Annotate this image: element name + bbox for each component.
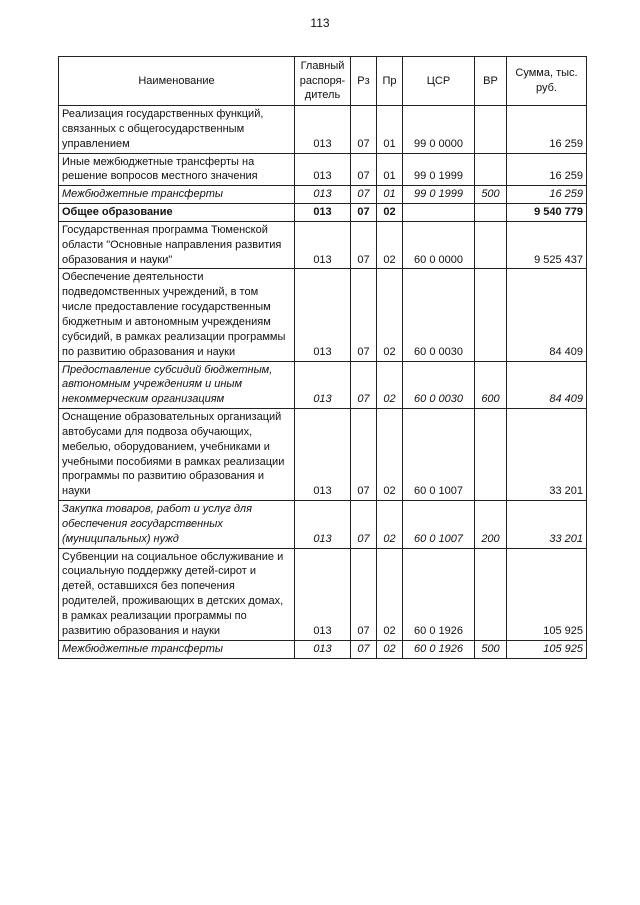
cell-rz: 07 xyxy=(351,501,377,549)
cell-name: Закупка товаров, работ и услуг для обеспечения государственных (муниципальных) нужд xyxy=(59,501,295,549)
cell-manager: 013 xyxy=(295,501,351,549)
cell-csr: 60 0 1926 xyxy=(403,640,475,658)
cell-pr: 02 xyxy=(377,361,403,409)
cell-sum: 9 525 437 xyxy=(507,221,587,269)
header-vr: ВР xyxy=(475,57,507,106)
cell-csr xyxy=(403,204,475,222)
cell-sum: 16 259 xyxy=(507,106,587,154)
cell-manager: 013 xyxy=(295,186,351,204)
cell-manager: 013 xyxy=(295,269,351,361)
cell-pr: 02 xyxy=(377,269,403,361)
cell-rz: 07 xyxy=(351,186,377,204)
cell-vr xyxy=(475,153,507,186)
cell-name: Предоставление субсидий бюджетным, автономным учреждениям и иным некоммерческим организациям xyxy=(59,361,295,409)
cell-manager: 013 xyxy=(295,106,351,154)
cell-pr: 02 xyxy=(377,409,403,501)
cell-vr: 500 xyxy=(475,186,507,204)
table-row xyxy=(59,501,587,549)
cell-rz: 07 xyxy=(351,640,377,658)
cell-csr: 99 0 1999 xyxy=(403,186,475,204)
cell-csr: 60 0 1007 xyxy=(403,501,475,549)
cell-name: Обеспечение деятельности подведомственных учреждений, в том числе предоставление государственным бюджетным и автономным учреждениям субсидий, в рамках реализации программы по развитию образования и науки xyxy=(59,269,295,361)
cell-sum: 16 259 xyxy=(507,153,587,186)
cell-rz: 07 xyxy=(351,548,377,640)
cell-sum: 33 201 xyxy=(507,501,587,549)
table-row xyxy=(59,640,587,658)
cell-name: Оснащение образовательных организаций автобусами для подвоза обучающих, мебелью, оборудованием, учебниками и учебными пособиями в рамках реализации программы по развитию образования и науки xyxy=(59,409,295,501)
table-row xyxy=(59,269,587,361)
cell-sum: 9 540 779 xyxy=(507,204,587,222)
table-header-row xyxy=(59,57,587,106)
cell-manager: 013 xyxy=(295,548,351,640)
cell-name: Межбюджетные трансферты xyxy=(59,640,295,658)
cell-manager: 013 xyxy=(295,153,351,186)
table-row xyxy=(59,186,587,204)
cell-pr: 01 xyxy=(377,153,403,186)
header-pr: Пр xyxy=(377,57,403,106)
cell-name: Межбюджетные трансферты xyxy=(59,186,295,204)
cell-rz: 07 xyxy=(351,221,377,269)
cell-csr: 60 0 0030 xyxy=(403,361,475,409)
cell-vr: 500 xyxy=(475,640,507,658)
cell-rz: 07 xyxy=(351,361,377,409)
cell-manager: 013 xyxy=(295,361,351,409)
cell-name: Иные межбюджетные трансферты на решение вопросов местного значения xyxy=(59,153,295,186)
budget-table xyxy=(58,56,587,659)
cell-manager: 013 xyxy=(295,409,351,501)
cell-rz: 07 xyxy=(351,409,377,501)
cell-vr xyxy=(475,106,507,154)
cell-sum: 84 409 xyxy=(507,269,587,361)
header-name: Наименование xyxy=(59,57,295,106)
header-rz: Рз xyxy=(351,57,377,106)
cell-vr xyxy=(475,409,507,501)
cell-name: Государственная программа Тюменской области "Основные направления развития образования и науки" xyxy=(59,221,295,269)
cell-sum: 16 259 xyxy=(507,186,587,204)
table-row xyxy=(59,221,587,269)
table-row xyxy=(59,361,587,409)
cell-pr: 02 xyxy=(377,548,403,640)
cell-name: Субвенции на социальное обслуживание и социальную поддержку детей-сирот и детей, оставшихся без попечения родителей, проживающих в детских домах, в рамках реализации программы по развитию образования и науки xyxy=(59,548,295,640)
cell-vr xyxy=(475,204,507,222)
table-row xyxy=(59,409,587,501)
cell-csr: 60 0 1007 xyxy=(403,409,475,501)
cell-pr: 01 xyxy=(377,106,403,154)
cell-name: Реализация государственных функций, связанных с общегосударственным управлением xyxy=(59,106,295,154)
cell-csr: 99 0 1999 xyxy=(403,153,475,186)
cell-csr: 99 0 0000 xyxy=(403,106,475,154)
cell-sum: 105 925 xyxy=(507,548,587,640)
cell-vr: 200 xyxy=(475,501,507,549)
header-csr: ЦСР xyxy=(403,57,475,106)
header-sum: Сумма, тыс. руб. xyxy=(507,57,587,106)
cell-rz: 07 xyxy=(351,106,377,154)
header-manager: Главный распоря-дитель xyxy=(295,57,351,106)
cell-vr xyxy=(475,269,507,361)
page-number: 113 xyxy=(310,16,330,30)
cell-vr: 600 xyxy=(475,361,507,409)
cell-pr: 02 xyxy=(377,204,403,222)
cell-pr: 01 xyxy=(377,186,403,204)
cell-pr: 02 xyxy=(377,221,403,269)
table-row xyxy=(59,106,587,154)
cell-sum: 84 409 xyxy=(507,361,587,409)
cell-rz: 07 xyxy=(351,153,377,186)
cell-pr: 02 xyxy=(377,640,403,658)
cell-manager: 013 xyxy=(295,221,351,269)
cell-csr: 60 0 1926 xyxy=(403,548,475,640)
cell-manager: 013 xyxy=(295,640,351,658)
cell-csr: 60 0 0030 xyxy=(403,269,475,361)
cell-vr xyxy=(475,221,507,269)
cell-rz: 07 xyxy=(351,204,377,222)
cell-rz: 07 xyxy=(351,269,377,361)
cell-sum: 33 201 xyxy=(507,409,587,501)
cell-vr xyxy=(475,548,507,640)
cell-sum: 105 925 xyxy=(507,640,587,658)
table-row xyxy=(59,548,587,640)
cell-manager: 013 xyxy=(295,204,351,222)
table-row xyxy=(59,153,587,186)
cell-pr: 02 xyxy=(377,501,403,549)
table-row xyxy=(59,204,587,222)
cell-csr: 60 0 0000 xyxy=(403,221,475,269)
cell-name: Общее образование xyxy=(59,204,295,222)
